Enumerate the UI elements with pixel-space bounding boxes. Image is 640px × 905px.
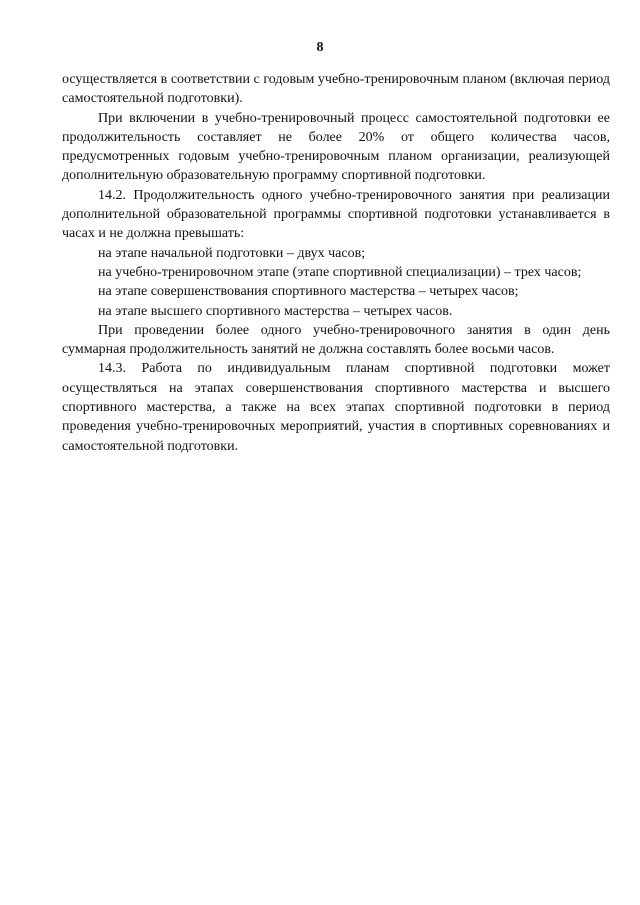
paragraph-daily-limit: При проведении более одного учебно-тренировочного занятия в один день суммарная продолжительность занятий не должна составлять более восьми часов. [62,322,610,358]
paragraph-14-2: 14.2. Продолжительность одного учебно-тренировочного занятия при реализации дополнительной образовательной программы спортивной подготовки устанавливается в часах и не должна превышать: [62,187,610,242]
page-number: 8 [316,40,324,55]
list-item-training-stage: на учебно-тренировочном этапе (этапе спортивной специализации) – трех часов; [98,264,582,280]
list-item-higher-mastery-stage: на этапе высшего спортивного мастерства – четырех часов. [98,303,453,319]
document-body [62,70,610,456]
paragraph-self-training: При включении в учебно-тренировочный процесс самостоятельной подготовки ее продолжительность составляет не более 20% от общего количества часов, предусмотренных годовым учебно-тренировочным планом организации, реализующей дополнительную образовательную программу спортивной подготовки. [62,110,610,184]
list-item-initial-stage: на этапе начальной подготовки – двух часов; [98,245,366,261]
paragraph-continuation: осуществляется в соответствии с годовым учебно-тренировочным планом (включая период самостоятельной подготовки). [62,72,610,107]
list-item-improvement-stage: на этапе совершенствования спортивного мастерства – четырех часов; [98,284,519,300]
paragraph-14-3: 14.3. Работа по индивидуальным планам спортивной подготовки может осуществляться на этапах совершенствования спортивного мастерства и высшего спортивного мастерства, а также на всех этапах спортивной подготовки в период проведения учебно-тренировочных мероприятий, участия в спортивных соревнованиях и самостоятельной подготовки. [62,361,610,454]
